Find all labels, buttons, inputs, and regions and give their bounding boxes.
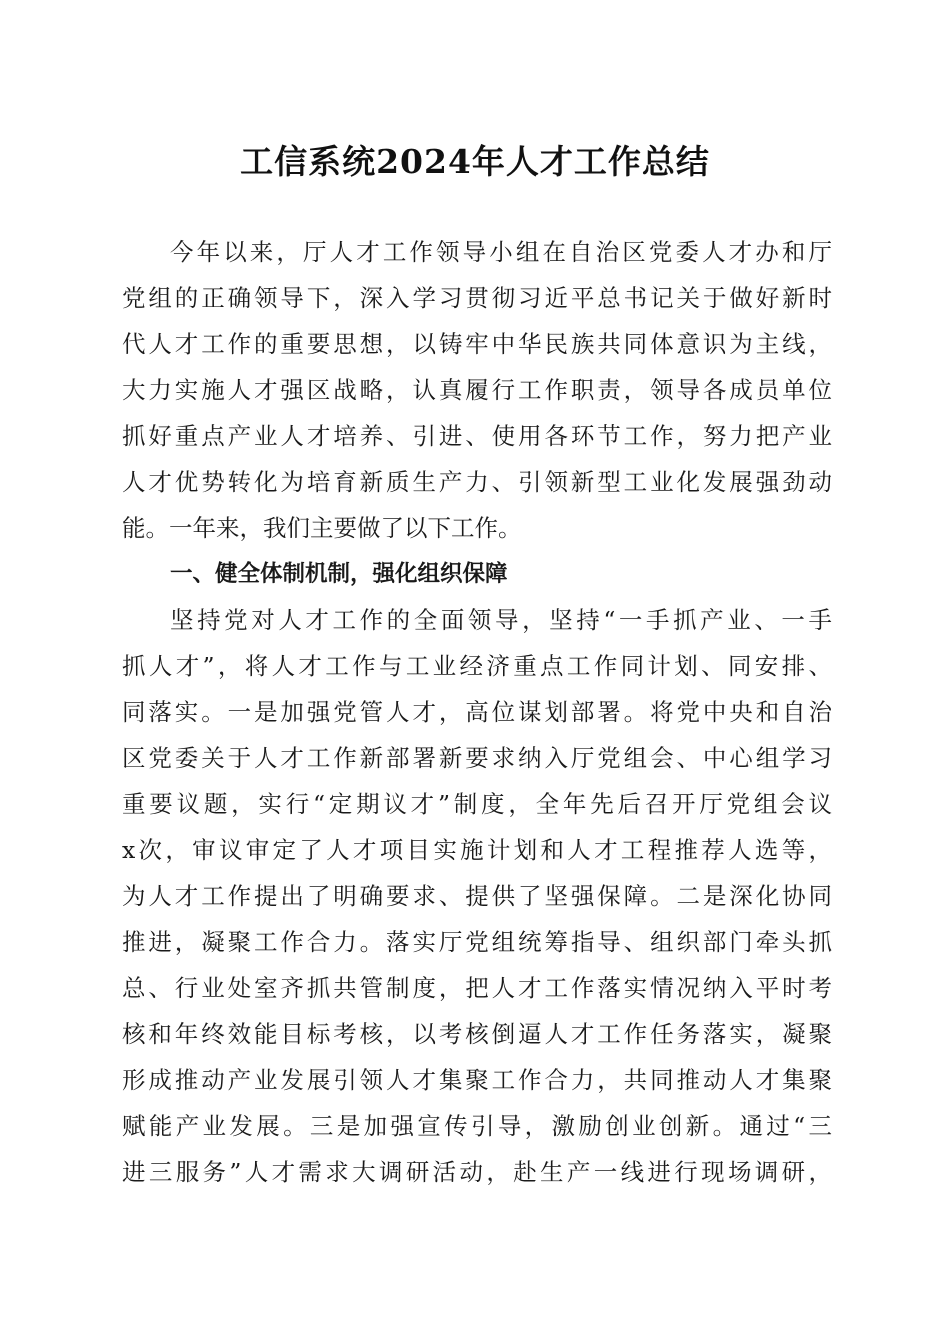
paragraph-line: 人才优势转化为培育新质生产力、引领新型工业化发展强劲动: [122, 468, 832, 496]
paragraph-line: 区党委关于人才工作新部署新要求纳入厅党组会、中心组学习: [122, 744, 832, 772]
paragraph-line: 党组的正确领导下，深入学习贯彻习近平总书记关于做好新时: [122, 284, 832, 312]
document-title: 工信系统2024年人才工作总结: [240, 142, 710, 181]
paragraph-line: x次，审议审定了人才项目实施计划和人才工程推荐人选等，: [122, 836, 832, 864]
paragraph-line: 推进，凝聚工作合力。落实厅党组统筹指导、组织部门牵头抓: [122, 928, 832, 956]
paragraph-line: 形成推动产业发展引领人才集聚工作合力，共同推动人才集聚: [122, 1066, 832, 1094]
paragraph-line: 为人才工作提出了明确要求、提供了坚强保障。二是深化协同: [122, 882, 832, 910]
paragraph-line: 今年以来，厅人才工作领导小组在自治区党委人才办和厅: [170, 238, 832, 266]
section-heading: 一、健全体制机制，强化组织保障: [170, 561, 508, 587]
paragraph-line: 能。一年来，我们主要做了以下工作。: [122, 514, 522, 542]
paragraph-line: 重要议题，实行“定期议才”制度，全年先后召开厅党组会议: [122, 790, 832, 818]
paragraph-line: 抓好重点产业人才培养、引进、使用各环节工作，努力把产业: [122, 422, 832, 450]
paragraph-line: 坚持党对人才工作的全面领导，坚持“一手抓产业、一手: [170, 606, 832, 634]
paragraph-line: 总、行业处室齐抓共管制度，把人才工作落实情况纳入平时考: [122, 974, 832, 1002]
paragraph-line: 抓人才”，将人才工作与工业经济重点工作同计划、同安排、: [122, 652, 832, 680]
paragraph-line: 赋能产业发展。三是加强宣传引导，激励创业创新。通过“三: [122, 1112, 832, 1140]
paragraph-line: 代人才工作的重要思想，以铸牢中华民族共同体意识为主线，: [122, 330, 832, 358]
paragraph-line: 同落实。一是加强党管人才，高位谋划部署。将党中央和自治: [122, 698, 832, 726]
paragraph-line: 核和年终效能目标考核，以考核倒逼人才工作任务落实，凝聚: [122, 1020, 832, 1048]
paragraph-line: 大力实施人才强区战略，认真履行工作职责，领导各成员单位: [122, 376, 832, 404]
paragraph-line: 进三服务”人才需求大调研活动，赴生产一线进行现场调研，: [122, 1158, 832, 1186]
